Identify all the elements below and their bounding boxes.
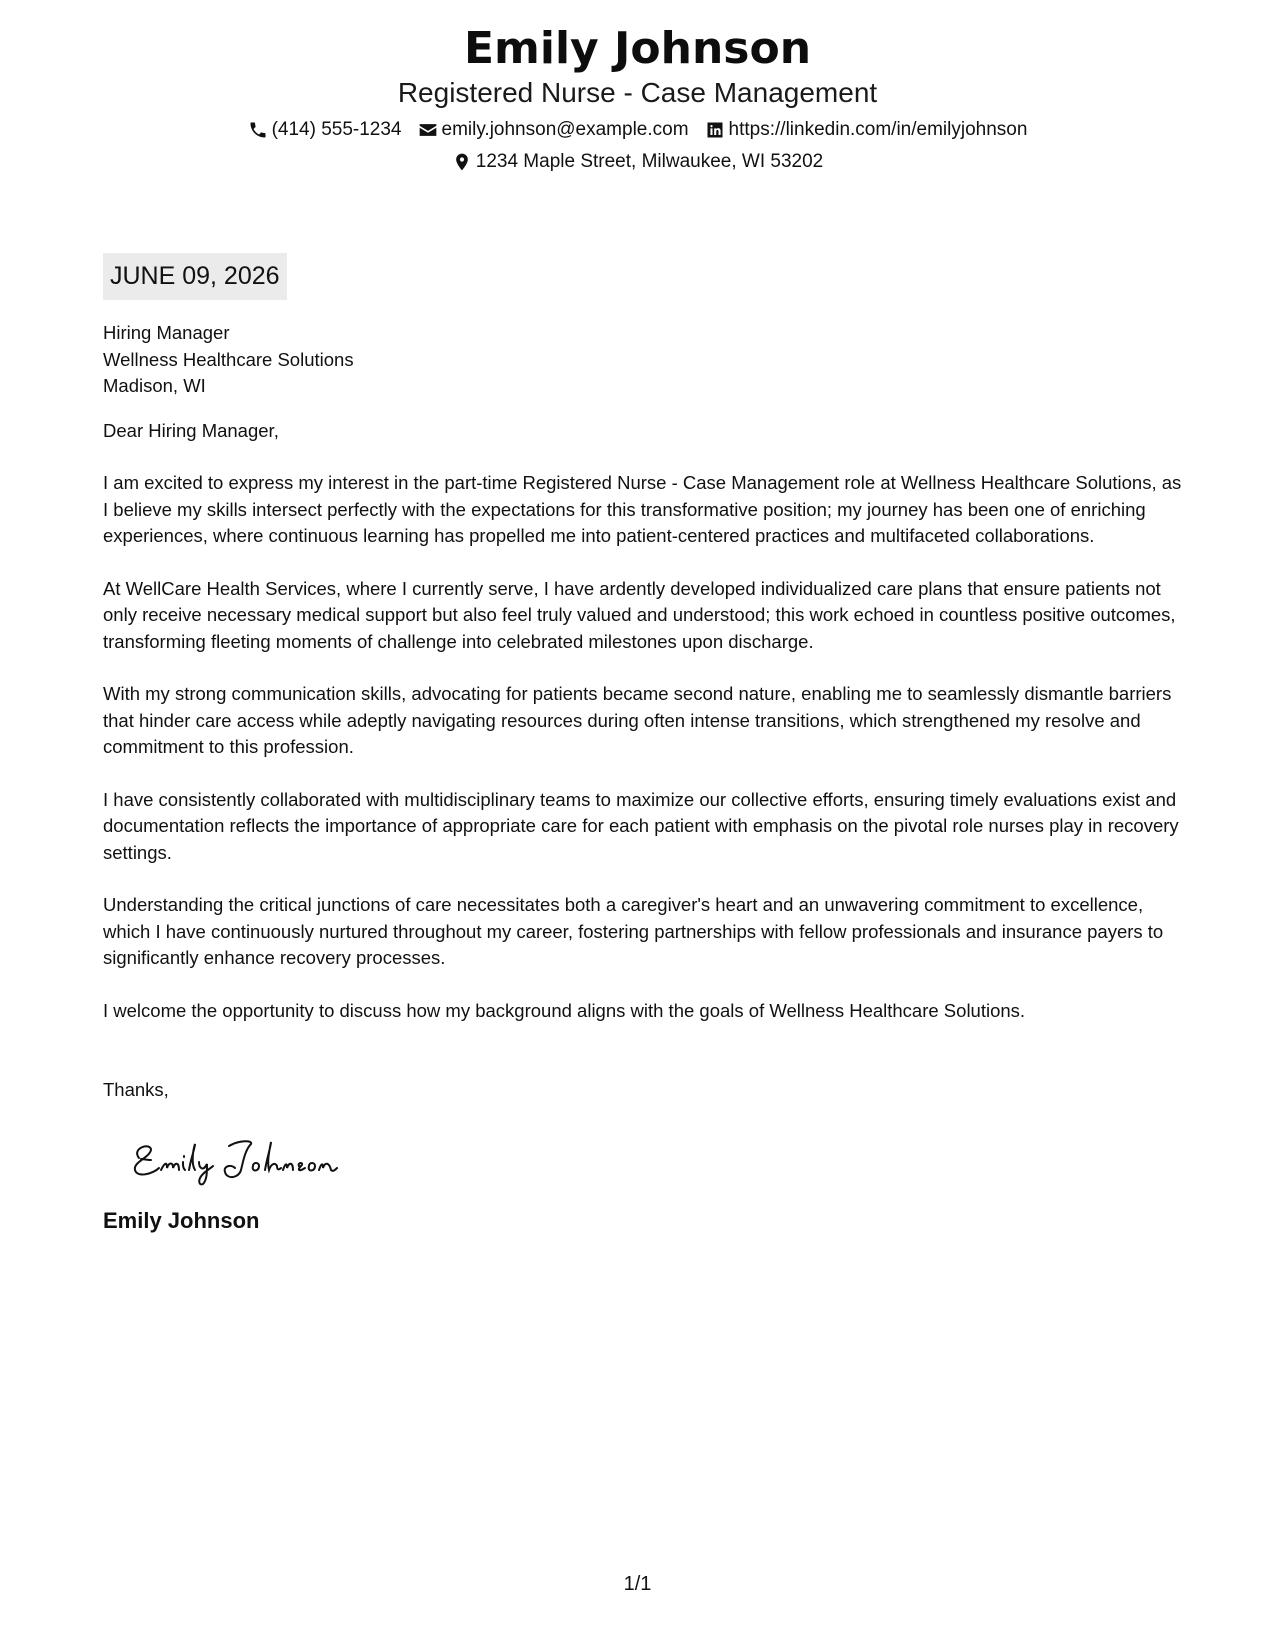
address-row (0, 150, 1275, 174)
paragraph-6: I welcome the opportunity to discuss how my background aligns with the goals of Wellness Healthcare Solutions. (103, 999, 1026, 1021)
phone-text: (414) 555-1234 (271, 119, 402, 140)
handwritten-signature (121, 1128, 361, 1188)
paragraph-1: I am excited to express my interest in the part-time Registered Nurse - Case Management role at Wellness Healthcare Solutions, as I believe my skills intersect perfectly with the expectations for this transformative position; my journey has been one of enriching experiences, where continuous learning has propelled me into patient-centered practices and multifaceted collaborations. (103, 472, 1182, 546)
contact-row (0, 118, 1275, 142)
letter-date: JUNE 09, 2026 (103, 253, 287, 300)
address-text: 1234 Maple Street, Milwaukee, WI 53202 (475, 151, 824, 172)
linkedin-icon (705, 120, 725, 140)
salutation: Dear Hiring Manager, (103, 419, 279, 441)
contact-email[interactable] (418, 118, 689, 142)
applicant-role: Registered Nurse - Case Management (397, 77, 878, 108)
contact-phone (248, 118, 402, 142)
email-link[interactable]: emily.johnson@example.com (441, 119, 689, 140)
paragraph-5: Understanding the critical junctions of care necessitates both a caregiver's heart and an unwavering commitment to excellence, which I have continuously nurtured throughout my career, fostering partnerships with fellow professionals and insurance payers to significantly enhance recovery processes. (103, 894, 1164, 968)
recipient-block (103, 320, 1183, 400)
paragraph-2: At WellCare Health Services, where I currently serve, I have ardently developed individualized care plans that ensure patients not only receive necessary medical support but also feel truly valued and understood; this work echoed in countless positive outcomes, transforming fleeting moments of challenge into celebrated milestones upon discharge. (103, 577, 1176, 652)
recipient-company: Wellness Healthcare Solutions (103, 348, 354, 370)
signer-name: Emily Johnson (103, 1208, 260, 1233)
letter-body (103, 320, 1183, 1235)
recipient-title: Hiring Manager (103, 322, 230, 343)
map-pin-icon (452, 152, 472, 172)
contact-linkedin[interactable] (705, 118, 1028, 142)
linkedin-link[interactable]: https://linkedin.com/in/emilyjohnson (728, 119, 1028, 140)
applicant-name: Emily Johnson (463, 23, 812, 74)
contact-address (452, 150, 823, 174)
paragraph-3: With my strong communication skills, advocating for patients became second nature, enabling me to seamlessly dismantle barriers that hinder care access while adeptly navigating resources during often intense transitions, which strengthened my resolve and commitment to this profession. (103, 683, 1172, 757)
paragraph-4: I have consistently collaborated with multidisciplinary teams to maximize our collective efforts, ensuring timely evaluations exist and documentation reflects the importance of appropriate care for each patient with emphasis on the pivotal role nurses play in recovery settings. (103, 788, 1179, 863)
page-number: 1/1 (623, 1573, 652, 1595)
recipient-location: Madison, WI (103, 375, 206, 396)
envelope-icon (418, 120, 438, 140)
phone-icon (248, 120, 268, 140)
closing: Thanks, (103, 1079, 169, 1100)
letter-header (0, 22, 1275, 174)
